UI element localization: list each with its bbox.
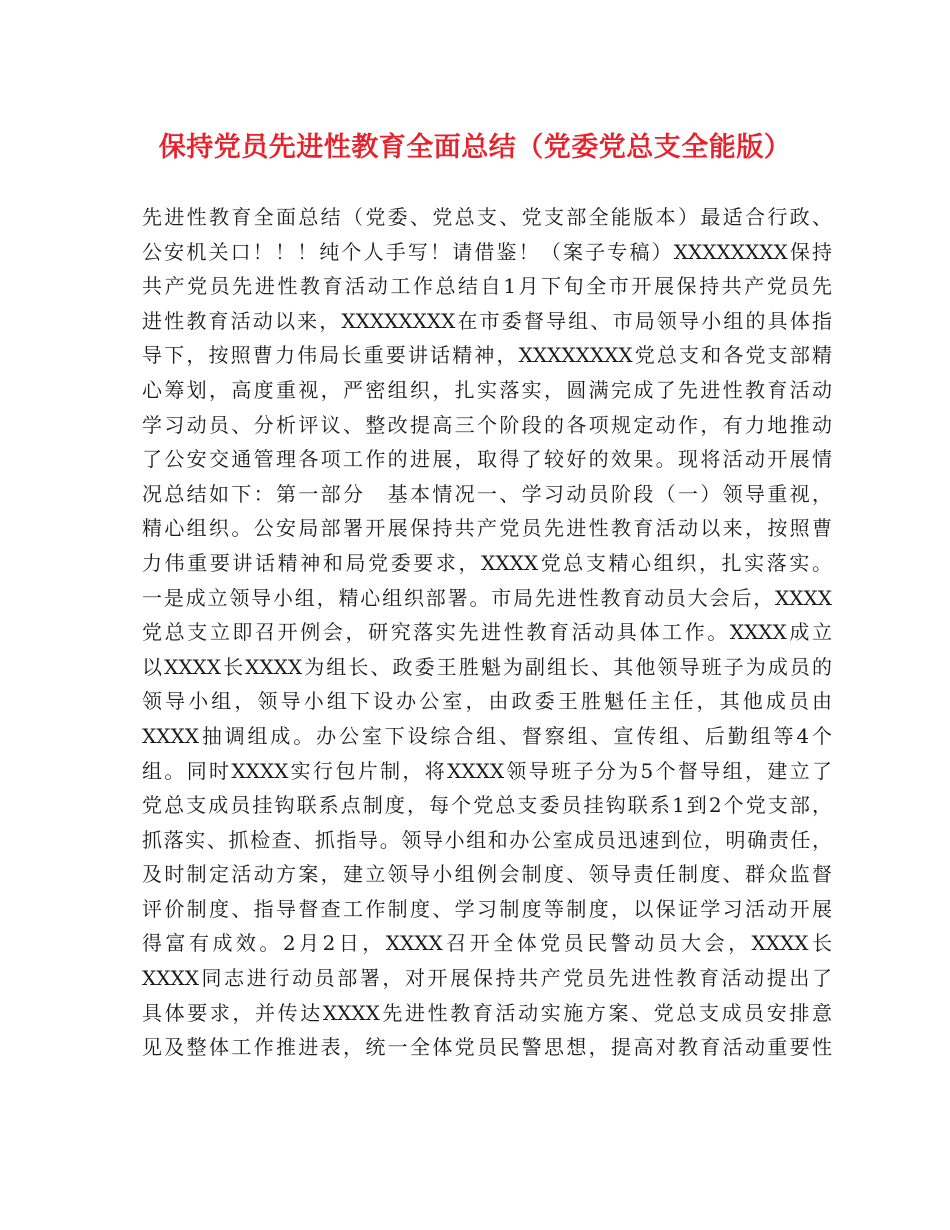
text-line: 领导小组，领导小组下设办公室，由政委王胜魁任主任，其他成员由 [142,689,832,714]
text-line: XXXX抽调组成。办公室下设综合组、督察组、宣传组、后勤组等4个 [142,723,832,748]
text-line: 一是成立领导小组，精心组织部署。市局先进性教育动员大会后，XXXX [142,585,832,610]
document-title: 保持党员先进性教育全面总结（党委党总支全能版） [158,132,792,163]
text-line: 先进性教育全面总结（党委、党总支、党支部全能版本）最适合行政、 [142,205,832,229]
text-line: 进性教育活动以来，XXXXXXXX在市委督导组、市局领导小组的具体指 [142,308,832,333]
text-line: 导下，按照曹力伟局长重要讲话精神，XXXXXXXX党总支和各党支部精 [142,343,832,368]
text-line: 党总支立即召开例会，研究落实先进性教育活动具体工作。XXXX成立 [142,620,832,645]
text-line: 公安机关口！！！纯个人手写！请借鉴！（案子专稿）XXXXXXXX保持 [142,239,832,264]
text-line: 及时制定活动方案，建立领导小组例会制度、领导责任制度、群众监督 [142,862,832,887]
text-line: 评价制度、指导督查工作制度、学习制度等制度，以保证学习活动开展 [142,896,832,921]
text-line: XXXX同志进行动员部署，对开展保持共产党员先进性教育活动提出了 [142,966,832,991]
text-line: 具体要求，并传达XXXX先进性教育活动实施方案、党总支成员安排意 [142,1000,832,1025]
document-body [142,200,832,1065]
text-line: 见及整体工作推进表，统一全体党员民警思想，提高对教育活动重要性 [142,1035,832,1060]
text-line: 组。同时XXXX实行包片制，将XXXX领导班子分为5个督导组，建立了 [142,758,832,783]
text-line: 共产党员先进性教育活动工作总结自1月下旬全市开展保持共产党员先 [142,274,832,299]
text-line: 抓落实、抓检查、抓指导。领导小组和办公室成员迅速到位，明确责任， [142,827,832,852]
text-line: 精心组织。公安局部署开展保持共产党员先进性教育活动以来，按照曹 [142,516,832,541]
text-line: 以XXXX长XXXX为组长、政委王胜魁为副组长、其他领导班子为成员的 [142,654,832,679]
text-line: 得富有成效。2月2日，XXXX召开全体党员民警动员大会，XXXX长 [142,931,832,956]
text-line: 学习动员、分析评议、整改提高三个阶段的各项规定动作，有力地推动 [142,412,832,437]
text-line: 况总结如下：第一部分 基本情况一、学习动员阶段（一）领导重视， [142,481,832,506]
text-line: 党总支成员挂钩联系点制度，每个党总支委员挂钩联系1到2个党支部， [142,793,832,818]
text-line: 力伟重要讲话精神和局党委要求，XXXX党总支精心组织，扎实落实。 [142,550,832,575]
text-line: 了公安交通管理各项工作的进展，取得了较好的效果。现将活动开展情 [142,447,832,472]
text-line: 心筹划，高度重视，严密组织，扎实落实，圆满完成了先进性教育活动 [142,377,832,402]
